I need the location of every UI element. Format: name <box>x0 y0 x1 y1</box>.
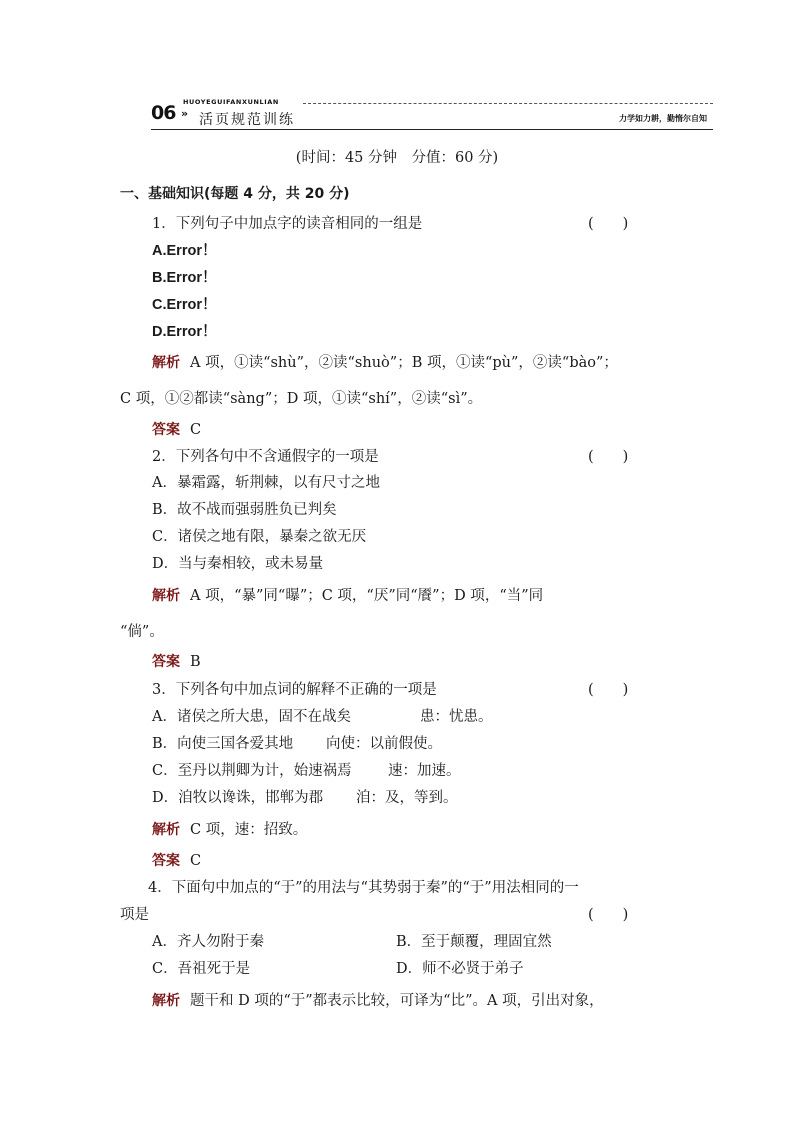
question-2-option-c: C．诸侯之地有限，暴秦之欲无厌 <box>152 529 367 545</box>
question-3-gloss-b: 向使：以前假使。 <box>326 736 442 752</box>
question-3-option-c: C．至丹以荆卿为计，始速祸焉 <box>152 763 352 779</box>
question-3-analysis <box>152 820 307 840</box>
question-3-option-a: A．诸侯之所大患，固不在战矣 <box>152 709 351 725</box>
analysis-text: 题干和 D 项的“于”都表示比较，可译为“比”。A 项，引出对象， <box>190 993 604 1009</box>
answer-value: C <box>190 422 202 438</box>
question-1-option-b: B.Error！ <box>152 270 217 286</box>
question-3-option-b: B．向使三国各爱其地 <box>152 736 294 752</box>
page-header <box>151 98 713 132</box>
analysis-text: C 项，速：招致。 <box>190 822 308 838</box>
answer-label: 答案 <box>152 654 180 670</box>
question-1-stem: 1．下列句子中加点字的读音相同的一组是 <box>152 216 423 232</box>
analysis-text: A 项，“暴”同“曝”；C 项，“厌”同“餍”；D 项，“当”同 <box>190 588 544 604</box>
header-pinyin: HUOYEGUIFANXUNLIAN <box>183 98 279 106</box>
question-2-answer <box>152 652 201 672</box>
analysis-label: 解析 <box>152 355 180 371</box>
answer-paren: ( ) <box>588 682 629 698</box>
question-4-analysis <box>152 991 604 1011</box>
question-2-analysis-cont: “倘”。 <box>120 624 164 640</box>
time-score-info: (时间：45 分钟 分值：60 分) <box>295 150 499 166</box>
question-2-stem: 2．下列各句中不含通假字的一项是 <box>152 449 379 465</box>
question-4-option-a: A．齐人勿附于秦 <box>152 934 264 950</box>
answer-label: 答案 <box>152 853 180 869</box>
answer-paren: ( ) <box>588 216 629 232</box>
chapter-number: 06 <box>151 102 176 124</box>
question-3-gloss-d: 洎：及，等到。 <box>356 790 458 806</box>
question-4-option-b: B．至于颠覆，理固宜然 <box>396 934 552 950</box>
answer-value: C <box>190 853 202 869</box>
question-1-answer <box>152 420 201 440</box>
answer-label: 答案 <box>152 422 180 438</box>
question-3-gloss-a: 患：忧患。 <box>420 709 493 725</box>
analysis-label: 解析 <box>152 588 180 604</box>
question-3-stem: 3．下列各句中加点词的解释不正确的一项是 <box>152 682 437 698</box>
analysis-text: A 项，①读“shù”，②读“shuò”；B 项，①读“pù”，②读“bào”； <box>190 355 618 371</box>
question-1-option-d: D.Error！ <box>152 324 217 340</box>
question-3-answer <box>152 851 201 871</box>
question-2-option-a: A．暴霜露，斩荆棘，以有尺寸之地 <box>152 475 380 491</box>
question-1-option-a: A.Error！ <box>152 243 217 259</box>
question-2-option-b: B．故不战而强弱胜负已判矣 <box>152 502 337 518</box>
question-2-analysis <box>152 586 543 606</box>
question-3-gloss-c: 速：加速。 <box>388 763 461 779</box>
question-4-stem: 4．下面句中加点的“于”的用法与“其势弱于秦”的“于”用法相同的一 <box>148 880 579 896</box>
analysis-label: 解析 <box>152 822 180 838</box>
question-4-stem-cont: 项是 <box>120 907 149 923</box>
answer-value: B <box>190 654 201 670</box>
question-1-analysis-cont: C 项，①②都读“sàng”；D 项，①读“shí”，②读“sì”。 <box>120 391 483 407</box>
header-dotted-rule <box>303 103 713 104</box>
question-1-analysis <box>152 353 618 373</box>
header-title: 活页规范训练 <box>199 112 295 128</box>
answer-paren: ( ) <box>588 907 629 923</box>
header-motto: 力学如力耕，勤惰尔自知 <box>619 113 707 123</box>
chevron-icon: » <box>181 107 189 120</box>
header-rule <box>151 129 713 130</box>
question-1-option-c: C.Error！ <box>152 297 217 313</box>
question-4-option-d: D．师不必贤于弟子 <box>396 961 524 977</box>
question-2-option-d: D．当与秦相较，或未易量 <box>152 556 324 572</box>
section-title: 一、基础知识(每题 4 分，共 20 分) <box>120 186 350 202</box>
question-3-option-d: D．洎牧以谗诛，邯郸为郡 <box>152 790 324 806</box>
analysis-label: 解析 <box>152 993 180 1009</box>
question-4-option-c: C．吾祖死于是 <box>152 961 251 977</box>
answer-paren: ( ) <box>588 449 629 465</box>
